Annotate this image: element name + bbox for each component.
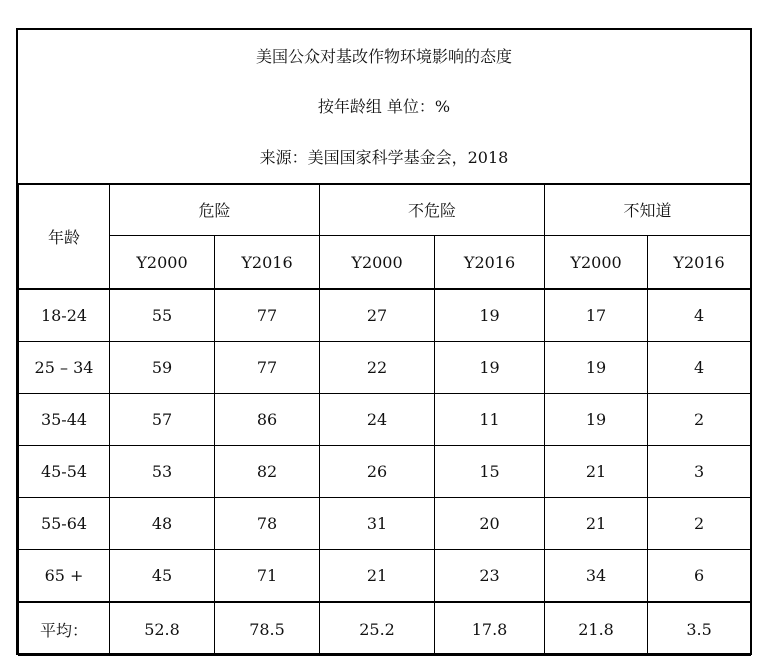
data-table <box>18 183 751 656</box>
value-cell: 82 <box>215 446 320 498</box>
value-cell: 27 <box>320 289 435 342</box>
value-cell: 4 <box>648 342 751 394</box>
average-cell: 17.8 <box>435 602 545 656</box>
value-cell: 86 <box>215 394 320 446</box>
value-cell: 55 <box>110 289 215 342</box>
value-cell: 19 <box>545 342 648 394</box>
table-subtitle: 按年龄组 单位：% <box>317 97 451 116</box>
value-cell: 48 <box>110 498 215 550</box>
age-header: 年龄 <box>19 184 110 290</box>
value-cell: 71 <box>215 550 320 603</box>
value-cell: 24 <box>320 394 435 446</box>
age-cell: 45-54 <box>19 446 110 498</box>
average-cell: 21.8 <box>545 602 648 656</box>
table-row <box>19 446 751 498</box>
value-cell: 34 <box>545 550 648 603</box>
value-cell: 19 <box>545 394 648 446</box>
value-cell: 20 <box>435 498 545 550</box>
value-cell: 4 <box>648 289 751 342</box>
value-cell: 17 <box>545 289 648 342</box>
value-cell: 53 <box>110 446 215 498</box>
header-row-years <box>19 236 751 290</box>
value-cell: 22 <box>320 342 435 394</box>
value-cell: 59 <box>110 342 215 394</box>
table-row <box>19 394 751 446</box>
group-header-not-danger: 不危险 <box>320 184 545 236</box>
average-cell: 78.5 <box>215 602 320 656</box>
value-cell: 26 <box>320 446 435 498</box>
age-cell: 55-64 <box>19 498 110 550</box>
year-header: Y2016 <box>648 236 751 290</box>
table-source: 来源：美国国家科学基金会，2018 <box>259 148 509 167</box>
average-row <box>19 602 751 656</box>
value-cell: 57 <box>110 394 215 446</box>
year-header: Y2000 <box>320 236 435 290</box>
value-cell: 15 <box>435 446 545 498</box>
group-header-unknown: 不知道 <box>545 184 751 236</box>
table-row <box>19 289 751 342</box>
age-cell: 25 – 34 <box>19 342 110 394</box>
age-cell: 35-44 <box>19 394 110 446</box>
value-cell: 77 <box>215 289 320 342</box>
value-cell: 3 <box>648 446 751 498</box>
value-cell: 23 <box>435 550 545 603</box>
age-cell: 65 + <box>19 550 110 603</box>
value-cell: 45 <box>110 550 215 603</box>
value-cell: 6 <box>648 550 751 603</box>
age-cell: 18-24 <box>19 289 110 342</box>
average-cell: 52.8 <box>110 602 215 656</box>
average-cell: 3.5 <box>648 602 751 656</box>
group-header-danger: 危险 <box>110 184 320 236</box>
value-cell: 21 <box>320 550 435 603</box>
table-row <box>19 498 751 550</box>
value-cell: 21 <box>545 446 648 498</box>
average-cell: 25.2 <box>320 602 435 656</box>
table-row <box>19 342 751 394</box>
value-cell: 11 <box>435 394 545 446</box>
value-cell: 19 <box>435 289 545 342</box>
title-block <box>18 30 750 185</box>
year-header: Y2016 <box>435 236 545 290</box>
value-cell: 77 <box>215 342 320 394</box>
value-cell: 78 <box>215 498 320 550</box>
value-cell: 21 <box>545 498 648 550</box>
year-header: Y2000 <box>110 236 215 290</box>
year-header: Y2016 <box>215 236 320 290</box>
average-label: 平均： <box>19 602 110 656</box>
value-cell: 2 <box>648 498 751 550</box>
header-row-groups <box>19 184 751 236</box>
year-header: Y2000 <box>545 236 648 290</box>
table-row <box>19 550 751 603</box>
table-title: 美国公众对基改作物环境影响的态度 <box>255 47 512 66</box>
table-frame <box>16 28 752 655</box>
value-cell: 31 <box>320 498 435 550</box>
value-cell: 2 <box>648 394 751 446</box>
value-cell: 19 <box>435 342 545 394</box>
